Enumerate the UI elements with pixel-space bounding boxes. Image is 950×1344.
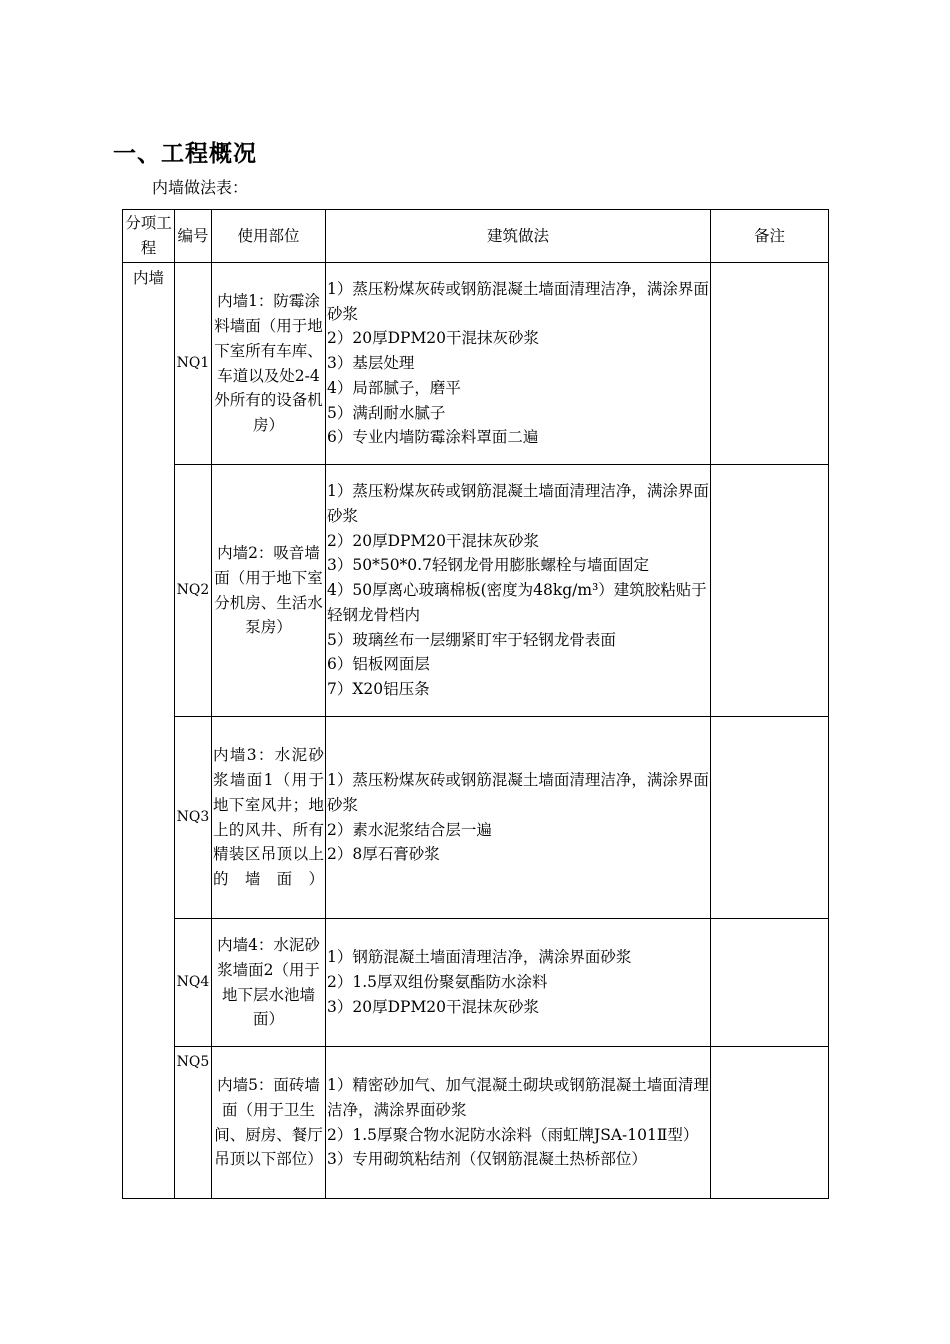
method-step: 2）8厚石膏砂浆 <box>327 845 440 864</box>
header-category: 分项工程 <box>123 210 175 263</box>
header-location: 使用部位 <box>212 210 326 263</box>
table-row <box>123 465 829 717</box>
method-step: 7）X20铝压条 <box>327 679 430 698</box>
code-cell: NQ3 <box>175 717 212 919</box>
method-cell <box>326 263 711 465</box>
header-note: 备注 <box>711 210 829 263</box>
method-step: 2）20厚DPM20干混抹灰砂浆 <box>327 329 540 348</box>
note-cell <box>711 263 829 465</box>
method-cell <box>326 465 711 717</box>
code-cell: NQ2 <box>175 465 212 717</box>
table-header-row <box>123 210 829 263</box>
method-step: 1）蒸压粉煤灰砖或钢筋混凝土墙面清理洁净，满涂界面砂浆 <box>327 280 709 323</box>
table-row <box>123 1047 829 1199</box>
note-cell <box>711 465 829 717</box>
method-step: 1）钢筋混凝土墙面清理洁净，满涂界面砂浆 <box>327 948 632 967</box>
method-cell <box>326 919 711 1047</box>
wall-finish-table <box>122 209 829 1199</box>
table-row <box>123 717 829 919</box>
method-step: 6）专业内墙防霉涂料罩面二遍 <box>327 428 539 447</box>
code-cell: NQ1 <box>175 263 212 465</box>
method-step: 4）50厚离心玻璃棉板(密度为48kg/m³）建筑胶粘贴于轻钢龙骨档内 <box>327 581 707 624</box>
method-step: 1）精密砂加气、加气混凝土砌块或钢筋混凝土墙面清理洁净，满涂界面砂浆 <box>327 1076 709 1119</box>
category-cell: 内墙 <box>123 263 175 1199</box>
method-step: 1）蒸压粉煤灰砖或钢筋混凝土墙面清理洁净，满涂界面砂浆 <box>327 482 709 526</box>
code-cell: NQ4 <box>175 919 212 1047</box>
method-step: 3）50*50*0.7轻钢龙骨用膨胀螺栓与墙面固定 <box>327 556 649 575</box>
method-step: 1）蒸压粉煤灰砖或钢筋混凝土墙面清理洁净，满涂界面砂浆 <box>327 771 709 814</box>
table-row <box>123 919 829 1047</box>
method-cell <box>326 717 711 919</box>
method-step: 5）满刮耐水腻子 <box>327 403 446 422</box>
method-step: 2）素水泥浆结合层一遍 <box>327 820 492 839</box>
method-step: 3）基层处理 <box>327 354 415 373</box>
method-step: 5）玻璃丝布一层绷紧盯牢于轻钢龙骨表面 <box>327 630 616 649</box>
table-caption: 内墙做法表： <box>152 178 249 197</box>
note-cell <box>711 717 829 919</box>
header-code: 编号 <box>175 210 212 263</box>
location-cell: 内墙2：吸音墙面（用于地下室分机房、生活水泵房） <box>212 465 326 717</box>
method-step: 3）20厚DPM20干混抹灰砂浆 <box>327 997 540 1016</box>
section-heading: 一、工程概况 <box>113 141 257 167</box>
location-cell: 内墙4：水泥砂浆墙面2（用于地下层水池墙面） <box>212 919 326 1047</box>
method-cell <box>326 1047 711 1199</box>
method-step: 4）局部腻子，磨平 <box>327 378 461 397</box>
location-cell: 内墙3：水泥砂浆墙面1（用于地下室风井；地上的风井、所有精装区吊顶以上的墙面） <box>212 717 326 919</box>
method-step: 2）1.5厚双组份聚氨酯防水涂料 <box>327 973 548 992</box>
location-cell: 内墙5：面砖墙面（用于卫生间、厨房、餐厅吊顶以下部位） <box>212 1047 326 1199</box>
method-step: 3）专用砌筑粘结剂（仅钢筋混凝土热桥部位） <box>327 1150 647 1169</box>
header-method: 建筑做法 <box>326 210 711 263</box>
code-cell: NQ5 <box>175 1047 212 1199</box>
table-row <box>123 263 829 465</box>
method-step: 2）1.5厚聚合物水泥防水涂料（雨虹牌JSA-101Ⅱ型） <box>327 1125 699 1144</box>
method-step: 6）铝板网面层 <box>327 655 430 674</box>
note-cell <box>711 919 829 1047</box>
method-step: 2）20厚DPM20干混抹灰砂浆 <box>327 531 540 550</box>
note-cell <box>711 1047 829 1199</box>
location-cell: 内墙1：防霉涂料墙面（用于地下室所有车库、车道以及处2-4外所有的设备机房） <box>212 263 326 465</box>
